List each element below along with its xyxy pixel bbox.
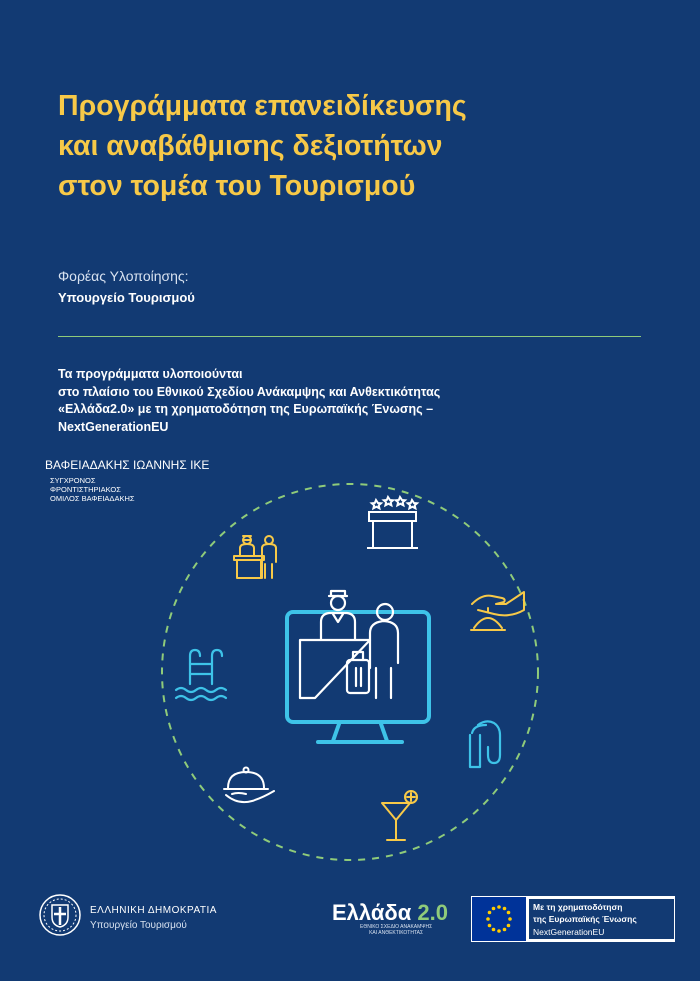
eu-stars-icon: [472, 897, 526, 941]
company-sub-line-3: ΟΜΙΛΟΣ ΒΑΦΕΙΑΔΑΚΗΣ: [50, 494, 135, 503]
company-sub-line-2: ΦΡΟΝΤΙΣΤΗΡΙΑΚΟΣ: [50, 485, 121, 494]
eu-line-3: NextGenerationEU: [533, 927, 605, 937]
ellada-sub-line-2: ΚΑΙ ΑΝΘΕΚΤΙΚΟΤΗΤΑΣ: [369, 930, 424, 936]
program-line-2: στο πλαίσιο του Εθνικού Σχεδίου Ανάκαμψης και Ανθεκτικότητας: [58, 384, 441, 399]
eu-line-2: της Ευρωπαϊκής Ένωσης: [533, 914, 637, 924]
pool-ladder-icon: [176, 650, 226, 700]
ellada-sub-line-1: ΕΘΝΙΚΟ ΣΧΕΔΙΟ ΑΝΑΚΑΜΨΗΣ: [360, 924, 433, 930]
ellada-word: Ελλάδα: [332, 900, 412, 925]
monitor-reception-icon: [287, 591, 429, 742]
program-line-4: NextGenerationEU: [58, 419, 169, 434]
ellada-subtitle: [360, 924, 432, 936]
company-name: ΒΑΦΕΙΑΔΑΚΗΣ ΙΩΑΝΝΗΣ ΙΚΕ: [45, 458, 210, 472]
hanger-icon: [470, 721, 500, 767]
eu-flag-icon: [472, 897, 526, 941]
agency-name: Υπουργείο Τουρισμού: [58, 290, 195, 305]
divider: [58, 336, 641, 337]
title-line-1: Προγράμματα επανειδίκευσης: [58, 90, 467, 122]
eu-funding-badge: [471, 896, 675, 942]
company-sub-line-1: ΣΥΓΧΡΟΝΟΣ: [50, 476, 96, 485]
hotel-star-sign-icon: [367, 497, 418, 548]
ellada-logo: [332, 900, 448, 926]
title-line-2: και αναβάθμισης δεξιοτήτων: [58, 130, 443, 162]
reception-desk-icon: [234, 536, 276, 578]
program-line-1: Τα προγράμματα υλοποιούνται: [58, 367, 243, 381]
title-line-3: στον τομέα του Τουρισμού: [58, 170, 416, 202]
cover-title: [58, 86, 658, 206]
program-description: [58, 366, 658, 436]
eu-line-1: Με τη χρηματοδότηση: [533, 902, 623, 912]
ellada-version: 2.0: [417, 900, 448, 925]
eu-text-block: [529, 899, 674, 939]
food-cloche-icon: [224, 768, 274, 803]
cocktail-icon: [382, 791, 417, 840]
program-line-3: «Ελλάδα2.0» με τη χρηματοδότηση της Ευρωπαϊκής Ένωσης –: [58, 402, 434, 416]
greek-emblem-icon: [38, 893, 82, 937]
agency-label: Φορέας Υλοποίησης:: [58, 268, 189, 284]
tourism-illustration: [0, 480, 700, 880]
greek-republic-name: ΕΛΛΗΝΙΚΗ ΔΗΜΟΚΡΑΤΙΑ: [90, 905, 217, 916]
bell-service-icon: [471, 592, 524, 630]
ministry-name: Υπουργείο Τουρισμού: [90, 920, 187, 931]
